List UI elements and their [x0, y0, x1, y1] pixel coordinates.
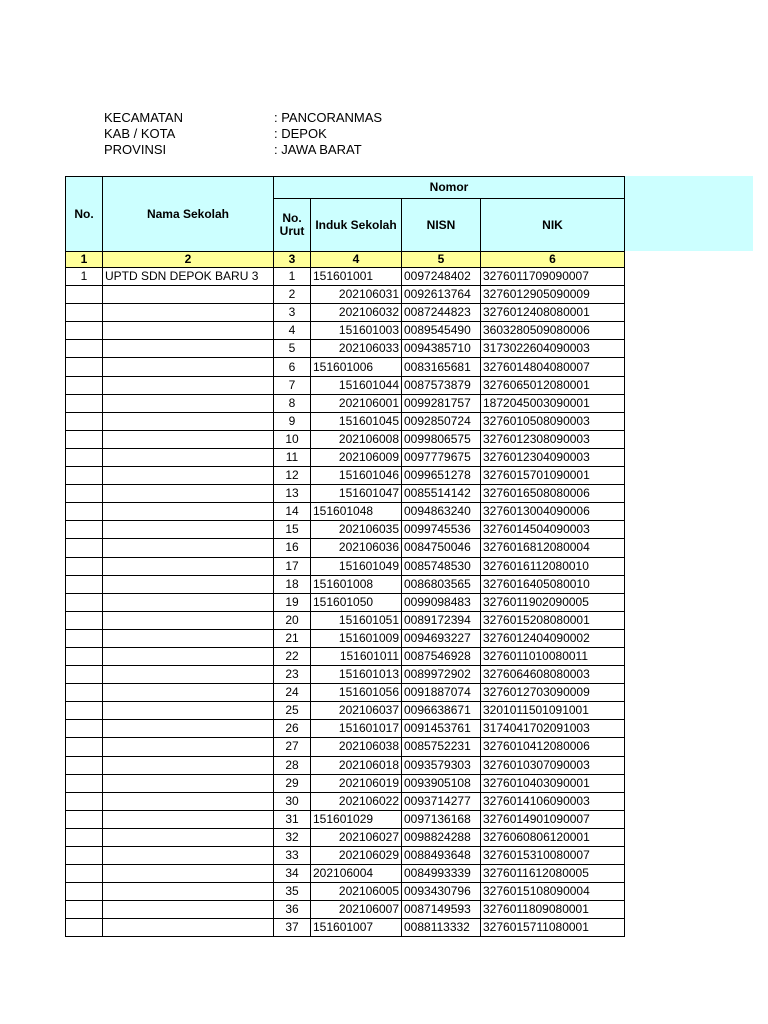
- row-nik: 3174041702091003: [481, 720, 625, 738]
- row-nisn: 0088493648: [402, 847, 481, 865]
- table-row: [66, 883, 625, 901]
- row-nisn: 0097136168: [402, 810, 481, 828]
- row-nama-sekolah: [103, 629, 274, 647]
- row-induk-sekolah: 151601048: [311, 503, 402, 521]
- table-row: [66, 720, 625, 738]
- header-nomor: Nomor: [274, 177, 625, 199]
- row-nisn: 0085752231: [402, 738, 481, 756]
- table-row: [66, 286, 625, 304]
- row-nisn: 0093430796: [402, 883, 481, 901]
- row-nama-sekolah: [103, 394, 274, 412]
- row-nik: 3276060806120001: [481, 828, 625, 846]
- row-nisn: 0089972902: [402, 666, 481, 684]
- row-no: 1: [66, 268, 103, 286]
- row-no: [66, 629, 103, 647]
- row-no-urut: 13: [274, 485, 311, 503]
- row-nisn: 0085748530: [402, 557, 481, 575]
- row-nik: 3276064608080003: [481, 666, 625, 684]
- row-no: [66, 557, 103, 575]
- row-nama-sekolah: [103, 376, 274, 394]
- row-no-urut: 29: [274, 774, 311, 792]
- table-row: [66, 611, 625, 629]
- row-nik: 3276015108090004: [481, 883, 625, 901]
- row-nik: 3276014901090007: [481, 810, 625, 828]
- table-row: [66, 738, 625, 756]
- row-nik: 3276015208080001: [481, 611, 625, 629]
- row-nik: 3276015310080007: [481, 847, 625, 865]
- row-induk-sekolah: 151601001: [311, 268, 402, 286]
- table-row: [66, 774, 625, 792]
- row-induk-sekolah: 151601006: [311, 358, 402, 376]
- row-no-urut: 5: [274, 340, 311, 358]
- row-nik: 3276012304090003: [481, 448, 625, 466]
- meta-value: : JAWA BARAT: [274, 142, 362, 157]
- table-row: [66, 503, 625, 521]
- row-induk-sekolah: 151601050: [311, 593, 402, 611]
- row-nama-sekolah: [103, 810, 274, 828]
- row-nik: 3173022604090003: [481, 340, 625, 358]
- row-nisn: 0083165681: [402, 358, 481, 376]
- table-row: [66, 919, 625, 937]
- column-number: 3: [274, 252, 311, 268]
- table-row: [66, 756, 625, 774]
- row-no: [66, 720, 103, 738]
- row-nik: 3276016508080006: [481, 485, 625, 503]
- row-no: [66, 485, 103, 503]
- row-no: [66, 575, 103, 593]
- table-row: [66, 394, 625, 412]
- row-nama-sekolah: [103, 792, 274, 810]
- row-nisn: 0097248402: [402, 268, 481, 286]
- meta-label: KECAMATAN: [104, 110, 183, 125]
- row-nisn: 0084993339: [402, 865, 481, 883]
- row-no-urut: 31: [274, 810, 311, 828]
- row-nisn: 0099651278: [402, 467, 481, 485]
- table-row: [66, 358, 625, 376]
- row-nik: 3276012408080001: [481, 304, 625, 322]
- row-nik: 3276010508090003: [481, 412, 625, 430]
- table-row: [66, 376, 625, 394]
- row-nama-sekolah: [103, 430, 274, 448]
- header-no-urut: No. Urut: [274, 199, 311, 252]
- row-nisn: 0087244823: [402, 304, 481, 322]
- row-no-urut: 11: [274, 448, 311, 466]
- row-no-urut: 1: [274, 268, 311, 286]
- header-nik: NIK: [481, 199, 625, 252]
- row-nama-sekolah: [103, 901, 274, 919]
- row-nik: 3201011501091001: [481, 702, 625, 720]
- row-induk-sekolah: 151601051: [311, 611, 402, 629]
- row-no-urut: 34: [274, 865, 311, 883]
- table-row: [66, 575, 625, 593]
- row-no-urut: 23: [274, 666, 311, 684]
- header-no: No.: [66, 177, 103, 252]
- table-row: [66, 666, 625, 684]
- row-no: [66, 286, 103, 304]
- row-no-urut: 2: [274, 286, 311, 304]
- table-row: [66, 810, 625, 828]
- row-no-urut: 32: [274, 828, 311, 846]
- row-induk-sekolah: 202106004: [311, 865, 402, 883]
- row-nik: 3276012404090002: [481, 629, 625, 647]
- meta-label: PROVINSI: [104, 142, 167, 157]
- student-table: [65, 176, 625, 937]
- meta-row-provinsi: [104, 142, 382, 158]
- row-nik: 3276011612080005: [481, 865, 625, 883]
- row-nik: 3276012905090009: [481, 286, 625, 304]
- row-induk-sekolah: 202106027: [311, 828, 402, 846]
- row-no: [66, 430, 103, 448]
- table-body: [66, 268, 625, 937]
- row-induk-sekolah: 151601008: [311, 575, 402, 593]
- row-nama-sekolah: [103, 521, 274, 539]
- row-nisn: 0094863240: [402, 503, 481, 521]
- row-nik: 3276016112080010: [481, 557, 625, 575]
- row-no-urut: 3: [274, 304, 311, 322]
- row-induk-sekolah: 151601013: [311, 666, 402, 684]
- row-no-urut: 17: [274, 557, 311, 575]
- table-row: [66, 629, 625, 647]
- row-no: [66, 539, 103, 557]
- row-nama-sekolah: [103, 611, 274, 629]
- row-induk-sekolah: 202106036: [311, 539, 402, 557]
- table-row: [66, 702, 625, 720]
- row-no-urut: 35: [274, 883, 311, 901]
- row-nisn: 0091887074: [402, 684, 481, 702]
- column-number: 2: [103, 252, 274, 268]
- table-row: [66, 828, 625, 846]
- table-row: [66, 647, 625, 665]
- row-no: [66, 756, 103, 774]
- row-no: [66, 340, 103, 358]
- row-no: [66, 901, 103, 919]
- row-induk-sekolah: 202106035: [311, 521, 402, 539]
- row-induk-sekolah: 202106033: [311, 340, 402, 358]
- row-no-urut: 33: [274, 847, 311, 865]
- row-induk-sekolah: 151601047: [311, 485, 402, 503]
- row-induk-sekolah: 202106018: [311, 756, 402, 774]
- row-no: [66, 865, 103, 883]
- row-no: [66, 448, 103, 466]
- header-nama-sekolah: Nama Sekolah: [103, 177, 274, 252]
- row-no: [66, 647, 103, 665]
- row-no: [66, 521, 103, 539]
- row-nisn: 0093714277: [402, 792, 481, 810]
- row-nik: 3276011709090007: [481, 268, 625, 286]
- row-nisn: 0099745536: [402, 521, 481, 539]
- table-row: [66, 412, 625, 430]
- row-nik: 3276013004090006: [481, 503, 625, 521]
- row-no-urut: 27: [274, 738, 311, 756]
- table-header: [66, 177, 625, 268]
- row-no-urut: 26: [274, 720, 311, 738]
- row-no-urut: 37: [274, 919, 311, 937]
- table-row: [66, 485, 625, 503]
- row-nama-sekolah: [103, 720, 274, 738]
- row-nik: 3276065012080001: [481, 376, 625, 394]
- row-no: [66, 304, 103, 322]
- row-induk-sekolah: 151601029: [311, 810, 402, 828]
- row-induk-sekolah: 202106009: [311, 448, 402, 466]
- row-induk-sekolah: 151601011: [311, 647, 402, 665]
- row-nama-sekolah: [103, 286, 274, 304]
- row-nama-sekolah: [103, 593, 274, 611]
- document-meta: [104, 110, 382, 158]
- row-induk-sekolah: 151601046: [311, 467, 402, 485]
- row-nisn: 0099281757: [402, 394, 481, 412]
- row-no: [66, 774, 103, 792]
- row-nama-sekolah: [103, 684, 274, 702]
- row-no-urut: 7: [274, 376, 311, 394]
- row-nama-sekolah: [103, 847, 274, 865]
- row-no-urut: 15: [274, 521, 311, 539]
- table-row: [66, 865, 625, 883]
- row-no-urut: 9: [274, 412, 311, 430]
- row-nik: 3276016812080004: [481, 539, 625, 557]
- row-no: [66, 412, 103, 430]
- row-nisn: 0085514142: [402, 485, 481, 503]
- column-number: 1: [66, 252, 103, 268]
- row-no: [66, 828, 103, 846]
- row-no-urut: 36: [274, 901, 311, 919]
- row-nama-sekolah: [103, 738, 274, 756]
- row-no-urut: 16: [274, 539, 311, 557]
- row-no: [66, 738, 103, 756]
- row-nik: 3276015701090001: [481, 467, 625, 485]
- row-nama-sekolah: [103, 358, 274, 376]
- table-row: [66, 901, 625, 919]
- row-nisn: 0097779675: [402, 448, 481, 466]
- row-nik: 3276012308090003: [481, 430, 625, 448]
- row-nisn: 0084750046: [402, 539, 481, 557]
- header-nisn: NISN: [402, 199, 481, 252]
- row-nama-sekolah: [103, 304, 274, 322]
- row-induk-sekolah: 202106037: [311, 702, 402, 720]
- column-number: 5: [402, 252, 481, 268]
- row-nisn: 0088113332: [402, 919, 481, 937]
- row-no: [66, 376, 103, 394]
- row-nama-sekolah: [103, 485, 274, 503]
- row-induk-sekolah: 151601056: [311, 684, 402, 702]
- table-row: [66, 340, 625, 358]
- row-nisn: 0093579303: [402, 756, 481, 774]
- table-row: [66, 521, 625, 539]
- row-induk-sekolah: 202106008: [311, 430, 402, 448]
- row-no-urut: 4: [274, 322, 311, 340]
- row-nama-sekolah: [103, 467, 274, 485]
- table-row: [66, 322, 625, 340]
- row-no-urut: 12: [274, 467, 311, 485]
- row-nik: 3276016405080010: [481, 575, 625, 593]
- row-nama-sekolah: [103, 539, 274, 557]
- row-nik: 3276015711080001: [481, 919, 625, 937]
- row-nik: 3276011010080011: [481, 647, 625, 665]
- row-induk-sekolah: 202106019: [311, 774, 402, 792]
- row-induk-sekolah: 151601044: [311, 376, 402, 394]
- row-nisn: 0099098483: [402, 593, 481, 611]
- row-no: [66, 394, 103, 412]
- header-induk-sekolah: Induk Sekolah: [311, 199, 402, 252]
- row-nik: 3276011902090005: [481, 593, 625, 611]
- row-nisn: 0099806575: [402, 430, 481, 448]
- row-nik: 3276010412080006: [481, 738, 625, 756]
- row-nisn: 0086803565: [402, 575, 481, 593]
- row-no: [66, 467, 103, 485]
- row-nisn: 0087149593: [402, 901, 481, 919]
- row-no-urut: 8: [274, 394, 311, 412]
- column-number-row: [66, 252, 625, 268]
- row-induk-sekolah: 202106001: [311, 394, 402, 412]
- row-nisn: 0093905108: [402, 774, 481, 792]
- row-no: [66, 883, 103, 901]
- row-no-urut: 25: [274, 702, 311, 720]
- row-nisn: 0094693227: [402, 629, 481, 647]
- row-nama-sekolah: [103, 557, 274, 575]
- row-no-urut: 19: [274, 593, 311, 611]
- row-induk-sekolah: 202106029: [311, 847, 402, 865]
- row-nama-sekolah: [103, 666, 274, 684]
- row-induk-sekolah: 151601049: [311, 557, 402, 575]
- row-induk-sekolah: 151601045: [311, 412, 402, 430]
- row-nama-sekolah: [103, 322, 274, 340]
- row-no-urut: 14: [274, 503, 311, 521]
- row-induk-sekolah: 202106005: [311, 883, 402, 901]
- row-induk-sekolah: 202106038: [311, 738, 402, 756]
- meta-label: KAB / KOTA: [104, 126, 176, 141]
- row-induk-sekolah: 202106022: [311, 792, 402, 810]
- row-induk-sekolah: 151601009: [311, 629, 402, 647]
- table-row: [66, 593, 625, 611]
- row-no: [66, 322, 103, 340]
- row-no: [66, 503, 103, 521]
- row-nama-sekolah: [103, 883, 274, 901]
- row-no: [66, 593, 103, 611]
- row-no: [66, 358, 103, 376]
- row-nik: 3276012703090009: [481, 684, 625, 702]
- row-no-urut: 30: [274, 792, 311, 810]
- table-row: [66, 448, 625, 466]
- row-nisn: 0089172394: [402, 611, 481, 629]
- row-nisn: 0087573879: [402, 376, 481, 394]
- row-induk-sekolah: 151601017: [311, 720, 402, 738]
- row-no-urut: 28: [274, 756, 311, 774]
- row-nama-sekolah: [103, 647, 274, 665]
- row-nik: 3276010403090001: [481, 774, 625, 792]
- row-no-urut: 21: [274, 629, 311, 647]
- row-nama-sekolah: [103, 828, 274, 846]
- row-nama-sekolah: UPTD SDN DEPOK BARU 3: [103, 268, 274, 286]
- row-induk-sekolah: 202106031: [311, 286, 402, 304]
- row-nik: 1872045003090001: [481, 394, 625, 412]
- row-no: [66, 810, 103, 828]
- row-nama-sekolah: [103, 340, 274, 358]
- row-nama-sekolah: [103, 503, 274, 521]
- row-nisn: 0094385710: [402, 340, 481, 358]
- row-no: [66, 792, 103, 810]
- meta-value: : DEPOK: [274, 126, 327, 141]
- meta-row-kab-kota: [104, 126, 382, 142]
- table-row: [66, 304, 625, 322]
- row-nisn: 0092850724: [402, 412, 481, 430]
- row-nama-sekolah: [103, 919, 274, 937]
- row-no: [66, 702, 103, 720]
- row-nama-sekolah: [103, 774, 274, 792]
- table-row: [66, 539, 625, 557]
- row-induk-sekolah: 202106032: [311, 304, 402, 322]
- row-nama-sekolah: [103, 702, 274, 720]
- row-no-urut: 22: [274, 647, 311, 665]
- row-no-urut: 6: [274, 358, 311, 376]
- row-nik: 3276010307090003: [481, 756, 625, 774]
- table-row: [66, 430, 625, 448]
- row-nik: 3603280509080006: [481, 322, 625, 340]
- meta-value: : PANCORANMAS: [274, 110, 383, 125]
- row-nisn: 0087546928: [402, 647, 481, 665]
- row-no: [66, 919, 103, 937]
- meta-row-kecamatan: [104, 110, 382, 126]
- column-number: 4: [311, 252, 402, 268]
- row-nik: 3276014504090003: [481, 521, 625, 539]
- row-nisn: 0098824288: [402, 828, 481, 846]
- row-nik: 3276014804080007: [481, 358, 625, 376]
- row-induk-sekolah: 202106007: [311, 901, 402, 919]
- row-nama-sekolah: [103, 575, 274, 593]
- row-no-urut: 20: [274, 611, 311, 629]
- row-nama-sekolah: [103, 448, 274, 466]
- row-no: [66, 611, 103, 629]
- row-no: [66, 847, 103, 865]
- row-no-urut: 18: [274, 575, 311, 593]
- row-nama-sekolah: [103, 412, 274, 430]
- row-no-urut: 24: [274, 684, 311, 702]
- row-nama-sekolah: [103, 865, 274, 883]
- row-no-urut: 10: [274, 430, 311, 448]
- table-row: [66, 792, 625, 810]
- table-row: [66, 557, 625, 575]
- table-row: [66, 467, 625, 485]
- table-row: [66, 847, 625, 865]
- row-nik: 3276014106090003: [481, 792, 625, 810]
- row-induk-sekolah: 151601003: [311, 322, 402, 340]
- table-row: [66, 268, 625, 286]
- row-no: [66, 666, 103, 684]
- row-induk-sekolah: 151601007: [311, 919, 402, 937]
- row-no: [66, 684, 103, 702]
- row-nama-sekolah: [103, 756, 274, 774]
- row-nisn: 0089545490: [402, 322, 481, 340]
- column-number: 6: [481, 252, 625, 268]
- row-nik: 3276011809080001: [481, 901, 625, 919]
- table-row: [66, 684, 625, 702]
- row-nisn: 0096638671: [402, 702, 481, 720]
- row-nisn: 0092613764: [402, 286, 481, 304]
- row-nisn: 0091453761: [402, 720, 481, 738]
